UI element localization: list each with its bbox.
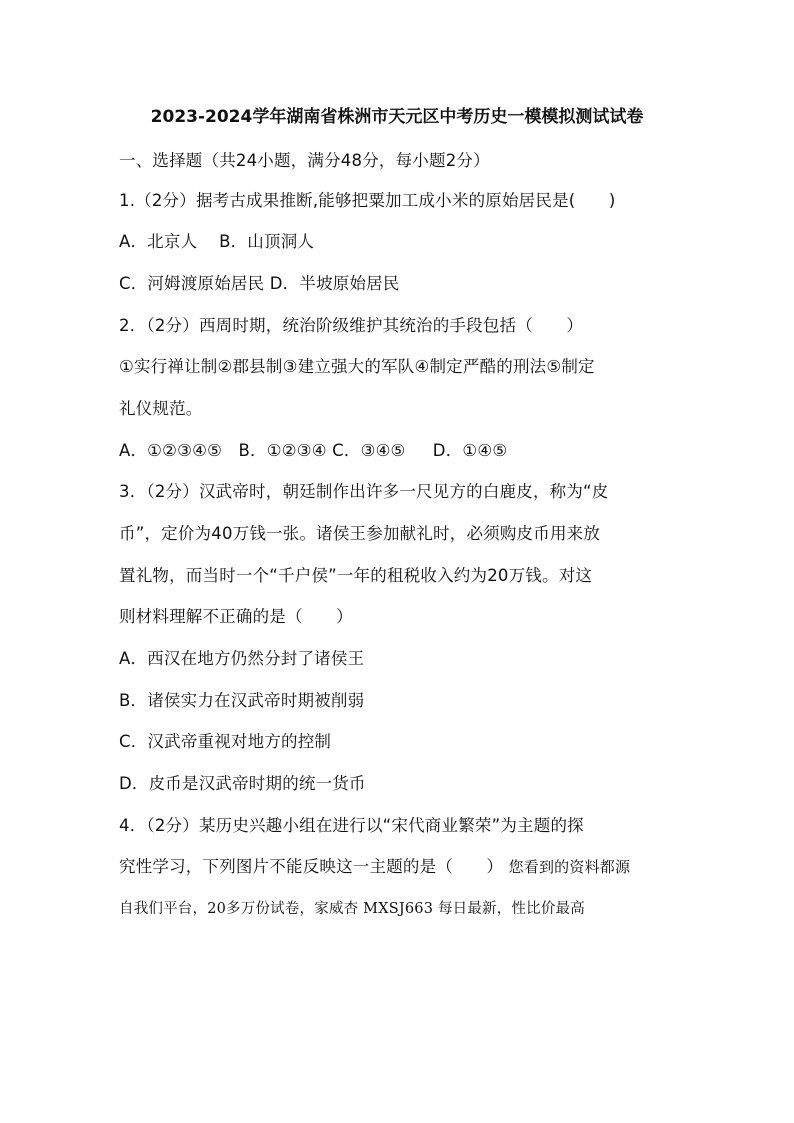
question-4-stem-part: 究性学习，下列图片不能反映这一主题的是（ ） — [119, 857, 504, 876]
exam-title: 2023-2024学年湖南省株洲市天元区中考历史一模模拟测试试卷 — [150, 107, 644, 127]
section-heading: 一、选择题（共24小题，满分48分，每小题2分） — [119, 151, 490, 170]
q2-option-c: C．③④⑤ — [332, 441, 406, 460]
question-4-line1: 4．（2分）某历史兴趣小组在进行以“宋代商业繁荣”为主题的探 — [119, 816, 584, 835]
question-2-items-line1: ①实行禅让制②郡县制③建立强大的军队④制定严酷的刑法⑤制定 — [119, 357, 595, 376]
question-1-stem: 1.（2分）据考古成果推断,能够把粟加工成小米的原始居民是( ) — [119, 191, 616, 210]
question-3-line2: 币”，定价为40万钱一张。诸侯王参加献礼时，必须购皮币用来放 — [119, 524, 601, 543]
q1-option-b: B．山顶洞人 — [219, 232, 315, 251]
q2-option-d: D．①④⑤ — [432, 441, 508, 460]
question-3-line1: 3．（2分）汉武帝时，朝廷制作出许多一尺见方的白鹿皮，称为“皮 — [119, 482, 609, 501]
q1-option-c: C．河姆渡原始居民 — [119, 274, 265, 293]
question-2-options — [119, 440, 507, 462]
q1-option-d: D．半坡原始居民 — [269, 274, 400, 293]
question-1-options-ab — [119, 231, 314, 253]
question-3-line3: 置礼物，而当时一个“千户侯”一年的租税收入约为20万钱。对这 — [119, 566, 593, 585]
question-2-stem: 2．（2分）西周时期，统治阶级维护其统治的手段包括（ ） — [119, 316, 584, 335]
q3-option-a: A．西汉在地方仍然分封了诸侯王 — [119, 649, 365, 668]
q3-option-c: C．汉武帝重视对地方的控制 — [119, 732, 332, 751]
watermark-footer: 自我们平台，20多万份试卷，家威杏 MXSJ663 每日最新，性比价最高 — [119, 901, 585, 917]
question-2-items-line2: 礼仪规范。 — [119, 399, 203, 418]
q3-option-b: B．诸侯实力在汉武帝时期被削弱 — [119, 691, 365, 710]
question-3-line4: 则材料理解不正确的是（ ） — [119, 607, 353, 626]
watermark-note: 您看到的资料都源 — [508, 858, 631, 876]
q1-option-a: A．北京人 — [119, 232, 198, 251]
q2-option-a: A．①②③④⑤ — [119, 441, 223, 460]
question-1-options-cd — [119, 273, 400, 295]
q3-option-d: D．皮币是汉武帝时期的统一货币 — [119, 774, 366, 793]
q2-option-b: B．①②③④ — [238, 441, 327, 460]
question-4-line2 — [119, 856, 630, 878]
